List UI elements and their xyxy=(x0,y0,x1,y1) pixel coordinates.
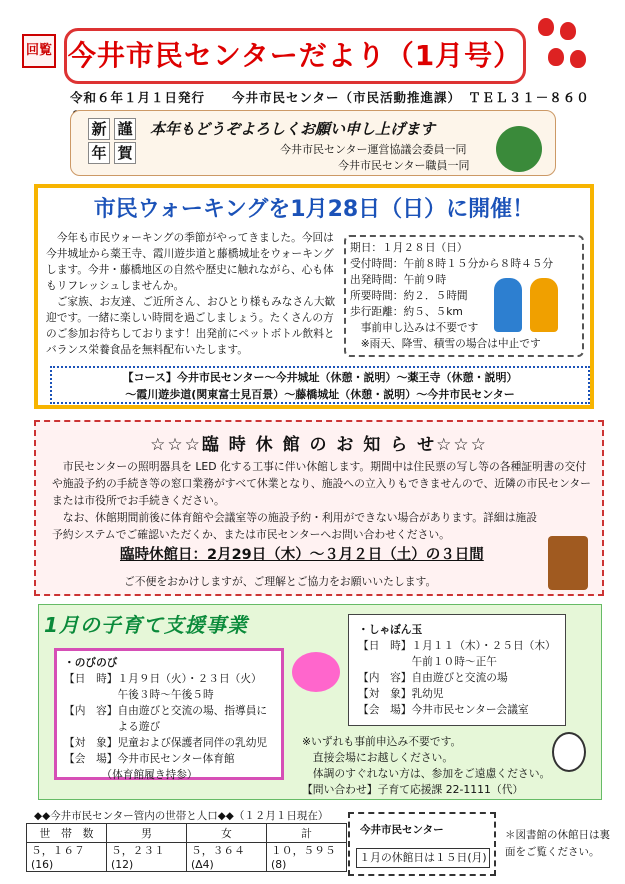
shabon-line: 【会 場】今井市民センター会議室 xyxy=(358,703,529,716)
library-note: ＊図書館の休館日は裏面をご覧ください。 xyxy=(505,829,610,858)
daruma-icon xyxy=(560,22,576,40)
nobinobi-line: （体育館履き持参） xyxy=(64,768,198,781)
table-header: 女 xyxy=(187,824,267,843)
shabon-line: 【内 容】自由遊びと交流の場 xyxy=(358,671,508,684)
shabon-line: 【対 象】乳幼児 xyxy=(358,687,444,700)
nenga-char: 謹 xyxy=(114,118,136,140)
table-cell: １０，５９５(8) xyxy=(267,843,347,872)
closure-dates: 臨時休館日：2月29日（木）～３月２日（土）の３日間 xyxy=(120,547,484,563)
schedule-line: ※雨天、降雪、積雪の場合は中止です xyxy=(350,337,541,350)
course-line-2: ～霞川遊歩道(関東富士見百景）～藤橋城址（休憩・説明）～今井市民センター xyxy=(125,388,515,401)
schedule-line: 所要時間：約２．５時間 xyxy=(350,289,468,302)
nobinobi-line: 【会 場】今井市民センター体育館 xyxy=(64,752,235,765)
daruma-icon xyxy=(548,48,564,66)
closed-door-illustration xyxy=(548,536,588,590)
population-table xyxy=(26,823,347,872)
kids-title: 1月の子育て支援事業 xyxy=(44,613,248,637)
course-line-1: 【コース】今井市民センター～今井城址（休憩・説明）～薬王寺（休憩・説明） xyxy=(122,371,518,384)
table-row xyxy=(27,843,347,872)
kids-note: 体調のすぐれない方は、参加をご遠慮ください。 xyxy=(302,767,551,780)
mascot-illustration xyxy=(552,732,586,772)
nobinobi-line: 【内 容】自由遊びと交流の場、指導員に xyxy=(64,704,268,717)
walking-body xyxy=(46,230,342,358)
nobinobi-line: 【日 時】１月９日（火）・２３日（火） xyxy=(64,672,262,685)
library-name: 今井市民センター xyxy=(360,824,444,836)
nenga-char: 賀 xyxy=(114,142,136,164)
population-caption: ◆◆今井市民センター管内の世帯と人口◆◆（１２月１日現在） xyxy=(34,810,329,822)
kids-note: ※いずれも事前申込み不要です。 xyxy=(302,735,462,748)
table-row xyxy=(27,824,347,843)
table-cell: ５，３６４(Δ4) xyxy=(187,843,267,872)
greeting-sign-1: 今井市民センター運営協議会委員一同 xyxy=(280,143,467,156)
table-cell: ５，１６７(16) xyxy=(27,843,107,872)
daruma-icon xyxy=(570,50,586,68)
table-header: 男 xyxy=(107,824,187,843)
kids-note: 直接会場にお越しください。 xyxy=(302,751,454,764)
shabon-line: 【日 時】１月１１（木）・２５日（木） xyxy=(358,639,556,652)
schedule-line: 事前申し込みは不要です xyxy=(350,321,479,334)
page-title: 今井市民センターだより（1月号） xyxy=(67,39,523,72)
walker-illustration xyxy=(494,278,522,332)
walking-title: 市民ウォーキングを1月28日（日）に開催！ xyxy=(93,197,535,222)
nenga-char: 年 xyxy=(88,142,110,164)
nenga-char: 新 xyxy=(88,118,110,140)
shabon-line: 午前１０時～正午 xyxy=(358,655,497,668)
schedule-line: 受付時間：午前８時１５分から８時４５分 xyxy=(350,257,554,270)
closure-apology: ご不便をおかけしますが、ご理解とご協力をお願いいたします。 xyxy=(124,575,437,588)
nobinobi-line: よる遊び xyxy=(64,720,161,733)
walker-illustration xyxy=(530,278,558,332)
nobinobi-line: 午後３時～午後５時 xyxy=(64,688,214,701)
shabon-line: ・しゃぼん玉 xyxy=(358,623,423,636)
closure-title: ☆☆☆臨 時 休 館 の お 知 ら せ☆☆☆ xyxy=(150,435,488,455)
nobinobi-line: ・のびのび xyxy=(64,656,118,669)
greeting-sign-2: 今井市民センター職員一同 xyxy=(338,159,470,172)
issue-line: 令和６年１月１日発行 今井市民センター（市民活動推進課） ＴＥＬ３１－８６０ xyxy=(70,90,590,105)
table-header: 世 帯 数 xyxy=(27,824,107,843)
walking-paragraph-1: 今年も市民ウォーキングの季節がやってきました。今回は今井城址から薬王寺、霞川遊歩道と藤橋城址をウォーキングします。今井・藤橋地区の自然や歴史に触れながら、心も体もリフレッシュしませんか。 xyxy=(46,231,334,292)
closure-paragraph-1: 市民センターの照明器具を LED 化する工事に伴い休館します。期間中は住民票の写し等の各種証明書の交付や施設予約の手続き等の窓口業務がすべて休業となり、施設への立入りもできませんので、近隣の市民センターまたは市役所でお手続きください。 xyxy=(52,460,591,507)
schedule-line: 歩行距離：約５、５km xyxy=(350,305,463,318)
kids-contact: 【問い合わせ】子育て応援課 22-1111（代） xyxy=(302,783,524,796)
greeting-main: 本年もどうぞよろしくお願い申し上げます xyxy=(150,120,436,138)
daruma-icon xyxy=(538,18,554,36)
dragon-illustration xyxy=(496,126,542,172)
walking-paragraph-2: ご家族、お友達、ご近所さん、おひとり様もみなさん大歓迎です。一緒に楽しい時間を過ごしましょう。たくさんの方のご参加お待ちしております！出発前にペットボトル飲料とバランス栄養食品を無料配布いたします。 xyxy=(46,295,336,356)
table-cell: ５，２３１(12) xyxy=(107,843,187,872)
table-header: 計 xyxy=(267,824,347,843)
schedule-line: 出発時間：午前９時 xyxy=(350,273,447,286)
nobinobi-line: 【対 象】児童および保護者同伴の乳幼児 xyxy=(64,736,268,749)
closure-body xyxy=(52,458,592,543)
kairan-stamp: 回覧 xyxy=(22,34,56,68)
schedule-line: 期日：１月２８日（日） xyxy=(350,241,468,254)
closure-paragraph-2: なお、休館期間前後に体育館や会議室等の施設予約・利用ができない場合があります。詳細は施設予約システムでご確認いただくか、または市民センターへお問い合わせください。 xyxy=(52,511,537,541)
library-closed-day: １月の休館日は１５日(月) xyxy=(356,848,490,868)
children-illustration xyxy=(292,652,340,692)
